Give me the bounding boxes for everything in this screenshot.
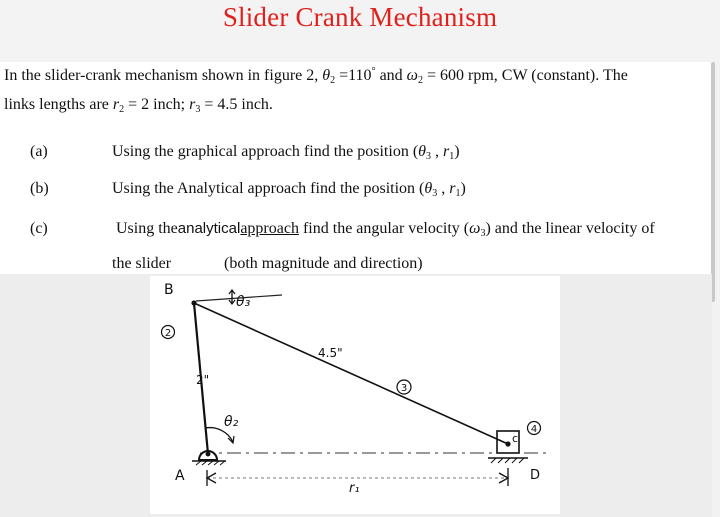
item-c-line2a: the slider xyxy=(112,255,172,272)
item-a-text: Using the graphical approach find the position ($\theta_3$ , $r_1$) xyxy=(112,143,460,162)
item-a-label: (a) xyxy=(30,143,48,160)
page-title: Slider Crank Mechanism xyxy=(222,2,498,32)
joint-a xyxy=(206,452,211,457)
theta3-label: θ₃ xyxy=(236,294,251,310)
theta2-label: θ₂ xyxy=(224,414,239,430)
r1-label: r₁ xyxy=(349,481,360,496)
item-b-text: Using the Analytical approach find the position ($\theta_3$ , $r_1$) xyxy=(112,180,466,199)
item-c-text: Using theanalyticalapproach find the angular velocity $(\omega_3)$ and the linear velocity of xyxy=(116,220,655,239)
problem-line-1: In the slider-crank mechanism shown in figure 2, $\theta_2 =110^\circ$ and $\omega_2 = 600$ rpm, CW (constant). The xyxy=(4,66,628,86)
link3-number: 3 xyxy=(400,383,408,394)
point-c-label: c xyxy=(512,432,519,445)
link4-number: 4 xyxy=(530,424,538,435)
joint-c xyxy=(505,441,510,446)
header-band xyxy=(0,0,720,62)
problem-line-2: links lengths are $r_2 = 2$ inch; $r_3 = 4.5$ inch. xyxy=(4,96,273,115)
item-c-label: (c) xyxy=(30,220,48,237)
point-d-label: D xyxy=(530,468,541,483)
joint-b xyxy=(191,300,196,305)
link2-number: 2 xyxy=(164,328,172,339)
scrollbar[interactable] xyxy=(711,62,715,302)
item-b-label: (b) xyxy=(30,180,49,197)
mechanism-figure xyxy=(0,274,712,517)
rod-length-label: 4.5" xyxy=(318,346,343,360)
problem-sheet xyxy=(0,62,712,274)
point-b-label: B xyxy=(164,282,174,298)
crank-length-label: 2" xyxy=(196,373,210,387)
item-c-line2b: (both magnitude and direction) xyxy=(224,255,423,272)
point-a-label: A xyxy=(175,468,185,484)
figure-area xyxy=(0,274,712,517)
